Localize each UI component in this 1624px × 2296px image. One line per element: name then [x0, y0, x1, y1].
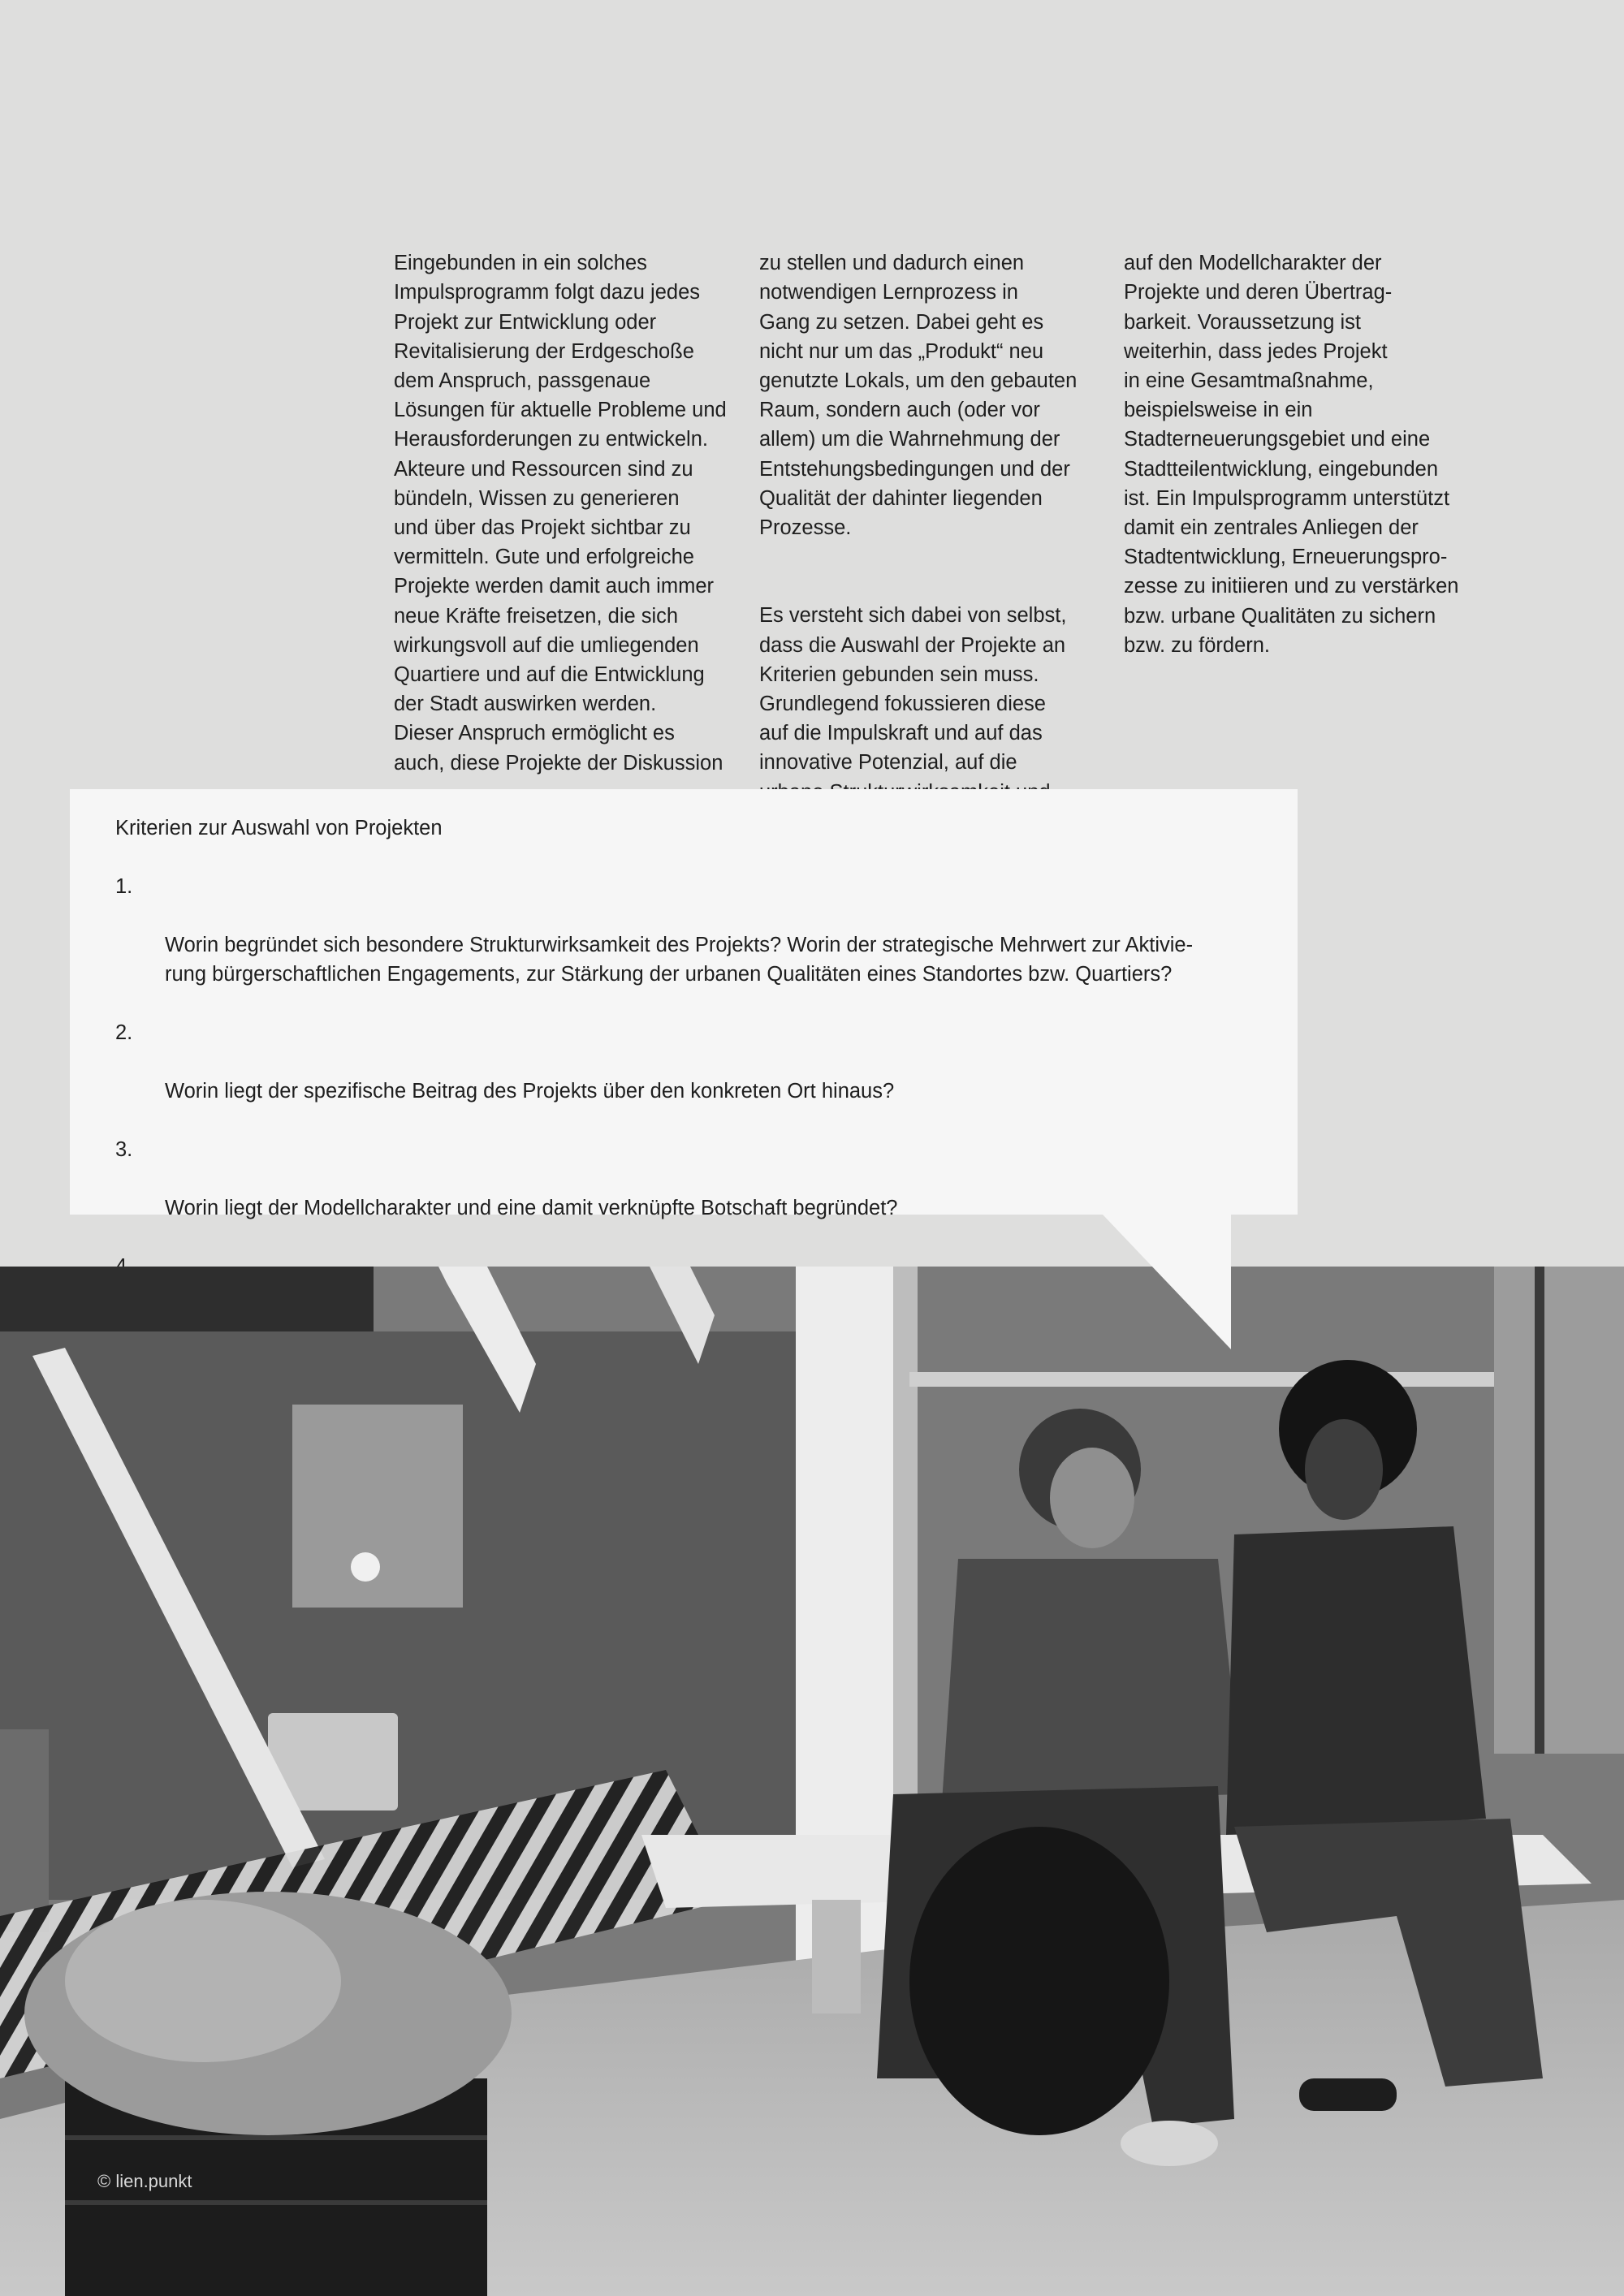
photo-illustration [0, 1267, 1624, 2296]
list-item [115, 1135, 1252, 1223]
paragraph: Eingebunden in ein solches Impulsprogramm folgt dazu jedes Projekt zur Entwicklung oder Revitalisierung der Erdgeschoße dem Anspruch, passgenaue Lösungen für aktuelle Probleme und Herausforderungen zu entwickeln. Akteure und Ressourcen sind zu bündeln, Wissen zu generieren und über das Projekt sichtbar zu vermitteln. Gute und erfolgreiche Projekte werden damit auch immer neue Kräfte freisetzen, die sich wirkungsvoll auf die umliegenden Quartiere und auf die Entwicklung der Stadt auswirken werden. Dieser Anspruch ermöglicht es auch, diese Projekte der Diskussion [394, 252, 727, 775]
list-number: 1. [115, 875, 133, 898]
photo-credit: © lien.punkt [97, 2171, 192, 2191]
list-text: Worin liegt der spezifische Beitrag des Projekts über den konkreten Ort hinaus? [165, 1080, 895, 1103]
list-text: Worin liegt der Modellcharakter und eine damit verknüpfte Botschaft begründet? [165, 1197, 898, 1219]
criteria-title: Kriterien zur Auswahl von Projekten [115, 817, 443, 839]
list-number: 3. [115, 1138, 133, 1161]
street-photo [0, 1267, 1624, 2296]
paragraph: Es versteht sich dabei von selbst, dass die Auswahl der Projekte an Kriterien gebunden sein muss. Grundlegend fokussieren diese auf die Impulskraft und auf das innovative Potenzial, auf die [759, 604, 1067, 775]
paragraph: auf den Modellcharakter der Projekte und deren Übertrag- barkeit. Voraussetzung ist weiterhin, dass jedes Projekt in eine Gesamtmaßnahme, beispielsweise in ein Stadterneuerungsgebiet und eine Stadtteilentwicklung, eingebunden ist. Ein Impulsprogramm unterstützt damit ein zentrales Anliegen der Stadtentwicklung, Erneuerungspro- zesse zu initiieren und zu verstärken bzw. urbane Qualitäten zu sichern bzw. zu fördern. [1124, 252, 1459, 657]
list-text: Worin begründet sich besondere Strukturwirksamkeit des Projekts? Worin der strategische Mehrwert zur Aktivie- rung bürgerschaftlichen Engagements, zur Stärkung der urbanen Qualitäten eines Standortes bzw. Quartiers? [165, 934, 1194, 986]
list-number: 2. [115, 1021, 133, 1044]
text-column-2 [759, 219, 1100, 836]
text-column-3 [1124, 219, 1465, 689]
criteria-callout [70, 789, 1298, 1219]
text-column-1 [394, 219, 735, 807]
list-item [115, 1018, 1252, 1106]
list-item [115, 872, 1252, 989]
paragraph: zu stellen und dadurch einen notwendigen Lernprozess in Gang zu setzen. Dabei geht es nicht nur um das „Produkt“ neu genutzte Lokals, um den gebauten Raum, sondern auch (oder vor allem) um die Wahrnehmung der Entstehungsbedingungen und der Qualität der dahinter liegenden Prozesse. [759, 252, 1078, 540]
